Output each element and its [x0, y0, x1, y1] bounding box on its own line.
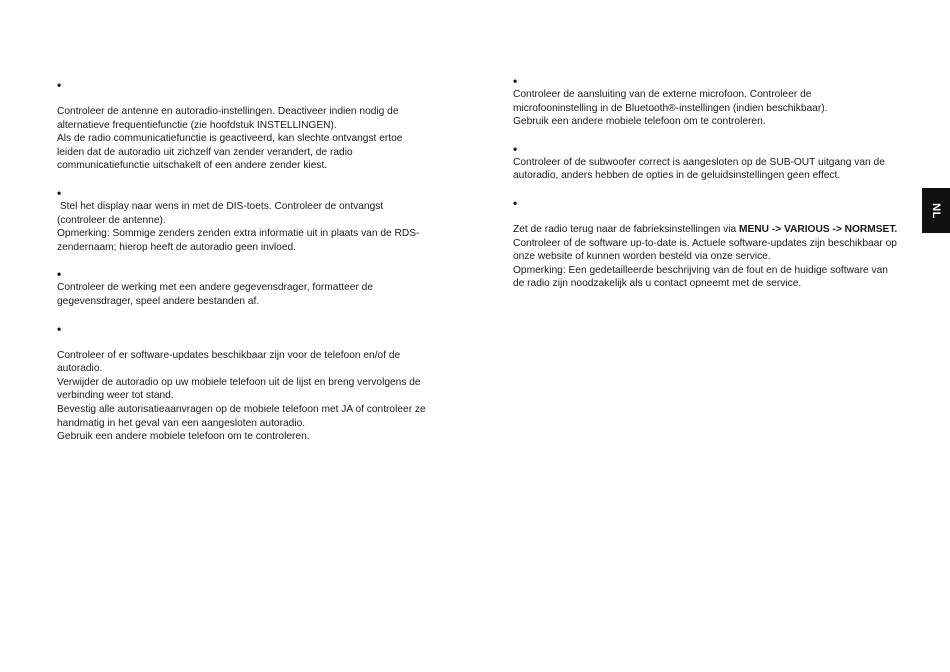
troubleshoot-entry-reception [57, 78, 432, 173]
reset-instruction [513, 223, 898, 237]
bullet-marker: • [513, 74, 518, 88]
entry-text: Bevestig alle autorisatieaanvragen op de mobiele telefoon met JA of controleer ze handmatig in het geval van een aangesloten autoradio. [57, 403, 426, 429]
heading-gap [57, 92, 432, 105]
entry-text: Verwijder de autoradio op uw mobiele telefoon uit de lijst en breng vervolgens de verbinding weer tot stand. [57, 376, 421, 402]
troubleshoot-entry-subwoofer [513, 142, 898, 183]
troubleshoot-entry-microphone [513, 74, 898, 129]
troubleshoot-entry-media [57, 267, 432, 308]
reset-menu-path: MENU -> VARIOUS -> NORMSET. [738, 223, 898, 235]
entry-text: Als de radio communicatiefunctie is geactiveerd, kan slechte ontvangst ertoe leiden dat de autoradio uit zichzelf van zender verandert, de radio communicatiefunctie uitschakelt of een andere zender kiest. [57, 133, 403, 172]
heading-gap [513, 210, 898, 223]
reset-prefix: Zet de radio terug naar de fabrieksinstellingen via [513, 223, 739, 235]
entry-text: Gebruik een andere mobiele telefoon om te controleren. [513, 116, 766, 128]
entry-text: Controleer de aansluiting van de externe microfoon. Controleer de microfooninstelling in de Bluetooth®-instellingen (indien beschikbaar). [513, 89, 828, 114]
bullet-marker: • [57, 78, 62, 92]
bullet-marker: • [513, 141, 518, 156]
entry-text: Controleer of er software-updates beschikbaar zijn voor de telefoon en/of de autoradio. [57, 349, 401, 375]
entry-text: Controleer of de software up-to-date is. Actuele software-updates zijn beschikbaar op onze website of kunnen worden besteld via onze service. [513, 237, 897, 263]
entry-text: Opmerking: Een gedetailleerde beschrijving van de fout en de huidige software van de radio zijn noodzakelijk als u contact opneemt met de service. [513, 264, 888, 290]
troubleshoot-entry-bluetooth [57, 322, 432, 444]
right-column [513, 74, 898, 304]
bullet-marker: • [513, 195, 518, 210]
bullet-marker: • [57, 185, 62, 200]
bullet-marker: • [57, 321, 62, 336]
left-column [57, 78, 432, 457]
bullet-marker: • [57, 267, 62, 282]
entry-text: Controleer de werking met een andere gegevensdrager, formatteer de gegevensdrager, speel andere bestanden af. [57, 282, 374, 307]
entry-text: Controleer of de subwoofer correct is aangesloten op de SUB-OUT uitgang van de autoradio, anders hebben de opties in de geluidsinstellingen geen effect. [513, 156, 885, 182]
entry-text: Opmerking: Sommige zenders zenden extra informatie uit in plaats van de RDS-zendernaam; hierop heeft de autoradio geen invloed. [57, 228, 420, 253]
entry-text: Controleer de antenne en autoradio-instellingen. Deactiveer indien nodig de alternatieve frequentiefunctie (zie hoofdstuk INSTELLINGEN). [57, 106, 399, 131]
troubleshoot-entry-reset [513, 196, 898, 291]
entry-text: Stel het display naar wens in met de DIS-toets. Controleer de ontvangst (controleer de antenne). [57, 200, 387, 226]
language-tab-label: NL [929, 202, 942, 219]
troubleshoot-entry-display [57, 186, 432, 254]
language-tab [922, 188, 950, 233]
heading-gap [57, 336, 432, 349]
entry-text: Gebruik een andere mobiele telefoon om te controleren. [57, 431, 310, 443]
